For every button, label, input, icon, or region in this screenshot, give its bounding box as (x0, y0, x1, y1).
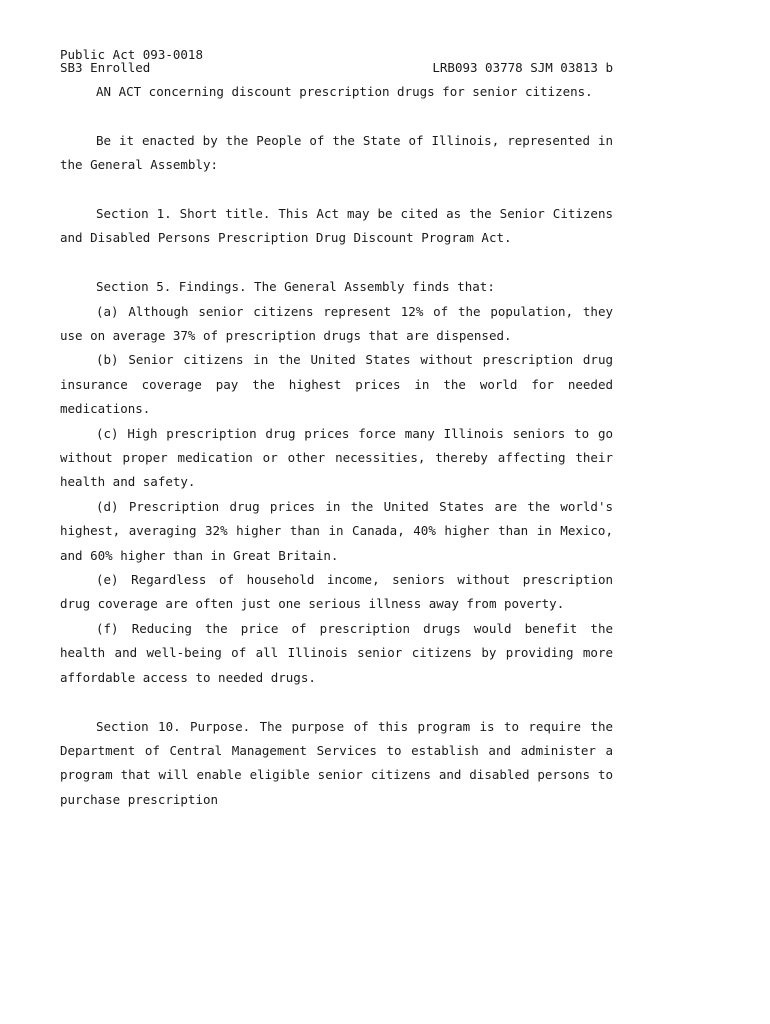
bill-label: SB3 Enrolled (60, 60, 151, 75)
finding-d: (d) Prescription drug prices in the United States are the world's highest, averaging 32% higher than in Canada, 40% higher than in Mexico, and 60% higher than in Great Britain. (60, 498, 613, 563)
section-10-purpose: Section 10. Purpose. The purpose of this program is to require the Department of Central Management Services to establish and administer a program that will enable eligible senior citizens and disabled persons to purchase prescription (60, 718, 613, 807)
finding-b: (b) Senior citizens in the United States without prescription drug insurance coverage pay the highest prices in the world for needed medications. (60, 352, 613, 417)
finding-a: (a) Although senior citizens represent 12% of the population, they use on average 37% of prescription drugs that are dispensed. (60, 303, 613, 344)
page-header (60, 48, 613, 74)
act-title: AN ACT concerning discount prescription drugs for senior citizens. (96, 84, 593, 99)
finding-f: (f) Reducing the price of prescription drugs would benefit the health and well-being of all Illinois senior citizens by providing more affordable access to needed drugs. (60, 620, 613, 685)
document-body (60, 80, 613, 812)
section-1-short-title: Section 1. Short title. This Act may be cited as the Senior Citizens and Disabled Persons Prescription Drug Discount Program Act. (60, 206, 613, 246)
finding-c: (c) High prescription drug prices force many Illinois seniors to go without proper medication or other necessities, thereby affecting their health and safety. (60, 425, 613, 490)
lrb-reference: LRB093 03778 SJM 03813 b (432, 60, 613, 75)
enacting-clause: Be it enacted by the People of the State of Illinois, represented in the General Assembly: (60, 132, 613, 173)
public-act-number: Public Act 093-0018 (60, 47, 203, 62)
finding-e: (e) Regardless of household income, seniors without prescription drug coverage are often just one serious illness away from poverty. (60, 572, 613, 612)
section-5-heading: Section 5. Findings. The General Assembly finds that: (96, 279, 495, 295)
